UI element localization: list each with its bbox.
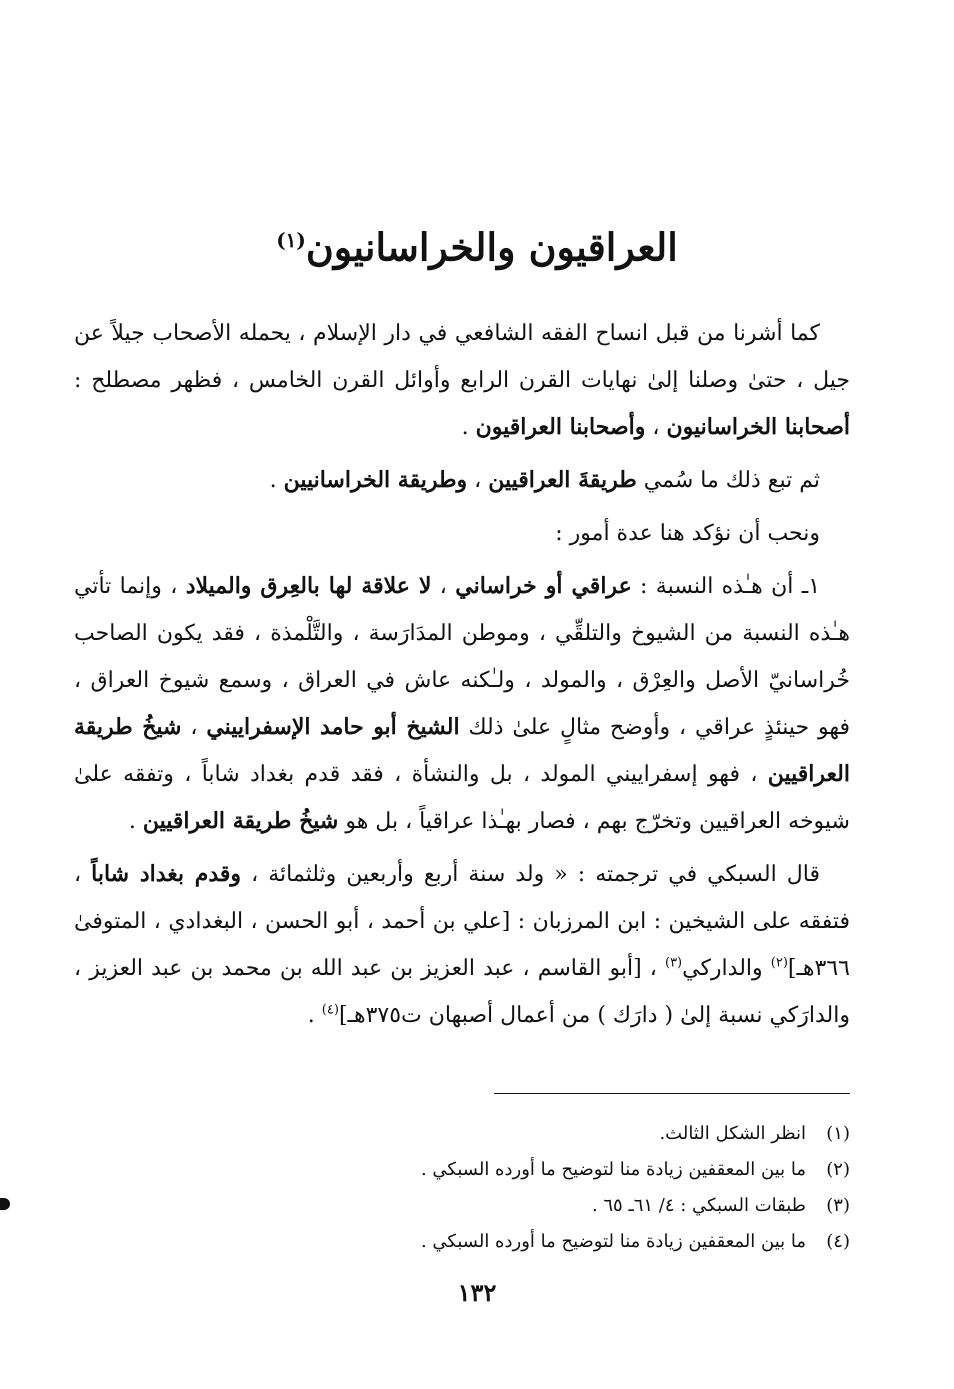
page-number: ١٣٢ xyxy=(457,1278,497,1307)
footnote-text: ما بين المعقفين زيادة منا لتوضيح ما أورده السبكي . xyxy=(420,1159,806,1180)
footnote-number: (٤) xyxy=(826,1231,850,1252)
paragraph-point-one xyxy=(74,563,850,845)
bold-term: وأصحابنا العراقيون xyxy=(475,414,646,440)
bold-term: وقدم بغداد شاباً xyxy=(91,861,242,887)
text-run: . xyxy=(128,809,143,834)
footnote-number: (١) xyxy=(826,1123,850,1144)
bold-term: طريقةَ العراقيين xyxy=(488,467,637,493)
footnote-divider xyxy=(494,1093,850,1094)
paragraph-intro xyxy=(74,310,850,451)
body-text xyxy=(74,310,850,1045)
footnotes-list xyxy=(74,1116,850,1260)
text-run: قال السبكي في ترجمته : « ولد سنة أربع وأربعين وثلثمائة ، xyxy=(241,862,820,887)
text-run: ، فهو إسفراييني المولد ، بل والنشأة ، فقد قدم بغداد شاباً ، وتفقه علىٰ شيوخه العراقيين وتخرّج بهم ، فصار بهـٰذا عراقياً ، بل هو xyxy=(74,762,850,834)
text-run: . xyxy=(307,1003,322,1028)
scan-edge-mark xyxy=(0,1198,10,1210)
text-run: ثم تبع ذلك ما سُمي xyxy=(636,468,820,493)
text-run: . xyxy=(269,468,284,493)
footnote-text: ما بين المعقفين زيادة منا لتوضيح ما أورده السبكي . xyxy=(420,1231,806,1252)
footnote-number: (٢) xyxy=(826,1159,850,1180)
text-run: ، [أبو القاسم ، عبد العزيز بن عبد الله بن محمد بن عبد العزيز ، والدارَكي نسبة إلىٰ ( دارَك ) من أعمال أصبهان ت٣٧٥هـ] xyxy=(74,956,850,1028)
text-run: كما أشرنا من قبل انساح الفقه الشافعي في دار الإسلام ، يحمله الأصحاب جيلاً عن جيل ، حتىٰ وصلنا إلىٰ نهايات القرن الرابع وأوائل القرن الخامس ، فظهر مصطلح : xyxy=(74,321,850,393)
paragraph-methods xyxy=(74,457,850,504)
title-footnote-ref: (١) xyxy=(276,228,306,252)
footnote-number: (٣) xyxy=(826,1195,850,1216)
text-run: ، xyxy=(467,468,489,493)
text-run: ، فتفقه على الشيخين : ابن المرزبان : [علي بن أحمد ، أبو الحسن ، البغدادي ، المتوفىٰ ٣٦٦هـ] xyxy=(74,862,850,981)
bold-term: الشيخ أبو حامد الإسفراييني xyxy=(206,714,460,740)
title-text: العراقيون والخراسانيون xyxy=(305,224,678,270)
text-run: ونحب أن نؤكد هنا عدة أمور : xyxy=(555,521,820,546)
bold-term: لا علاقة لها بالعِرق والميلاد xyxy=(185,573,432,599)
footnote-item xyxy=(74,1188,850,1224)
text-run: والداركي xyxy=(682,956,771,981)
text-run: ، xyxy=(181,715,207,740)
paragraph-subki-quote xyxy=(74,851,850,1039)
footnote-text: انظر الشكل الثالث. xyxy=(659,1123,806,1144)
footnote-ref[interactable]: (٣) xyxy=(664,955,683,971)
paragraph-points-intro xyxy=(74,510,850,557)
footnote-ref[interactable]: (٢) xyxy=(770,955,788,971)
bold-term: وطريقة الخراسانيين xyxy=(283,467,468,493)
footnote-item xyxy=(74,1116,850,1152)
bold-term: عراقي أو خراساني xyxy=(455,573,632,599)
text-run: ١ـ أن هـٰذه النسبة : xyxy=(631,574,821,599)
bold-term: شيخُ طريقة العراقيين xyxy=(142,808,339,834)
text-run: ، xyxy=(645,415,667,440)
footnote-text: طبقات السبكي : ٤/ ٦١ـ ٦٥ . xyxy=(591,1195,806,1216)
footnote-ref[interactable]: (٤) xyxy=(321,1002,339,1018)
bold-term: شيخُ طريقة العراقيين xyxy=(74,714,850,787)
footnote-item xyxy=(74,1224,850,1260)
text-run: ، xyxy=(431,574,456,599)
page-title xyxy=(0,200,954,288)
footnote-item xyxy=(74,1152,850,1188)
bold-term: أصحابنا الخراسانيون xyxy=(666,414,850,440)
text-run: ، وإنما تأتي هـٰذه النسبة من الشيوخ والتلقِّي ، وموطن المدَارَسة ، والتَّلْمذة ، فقد يكون الصاحب خُراسانيّ الأصل والعِرْق ، والمولد ، ولـٰكنه عاش في العراق ، وسمع شيوخ العراق ، فهو حينئذٍ عراقي ، وأوضح مثالٍ علىٰ ذلك xyxy=(74,574,850,740)
text-run: . xyxy=(461,415,476,440)
